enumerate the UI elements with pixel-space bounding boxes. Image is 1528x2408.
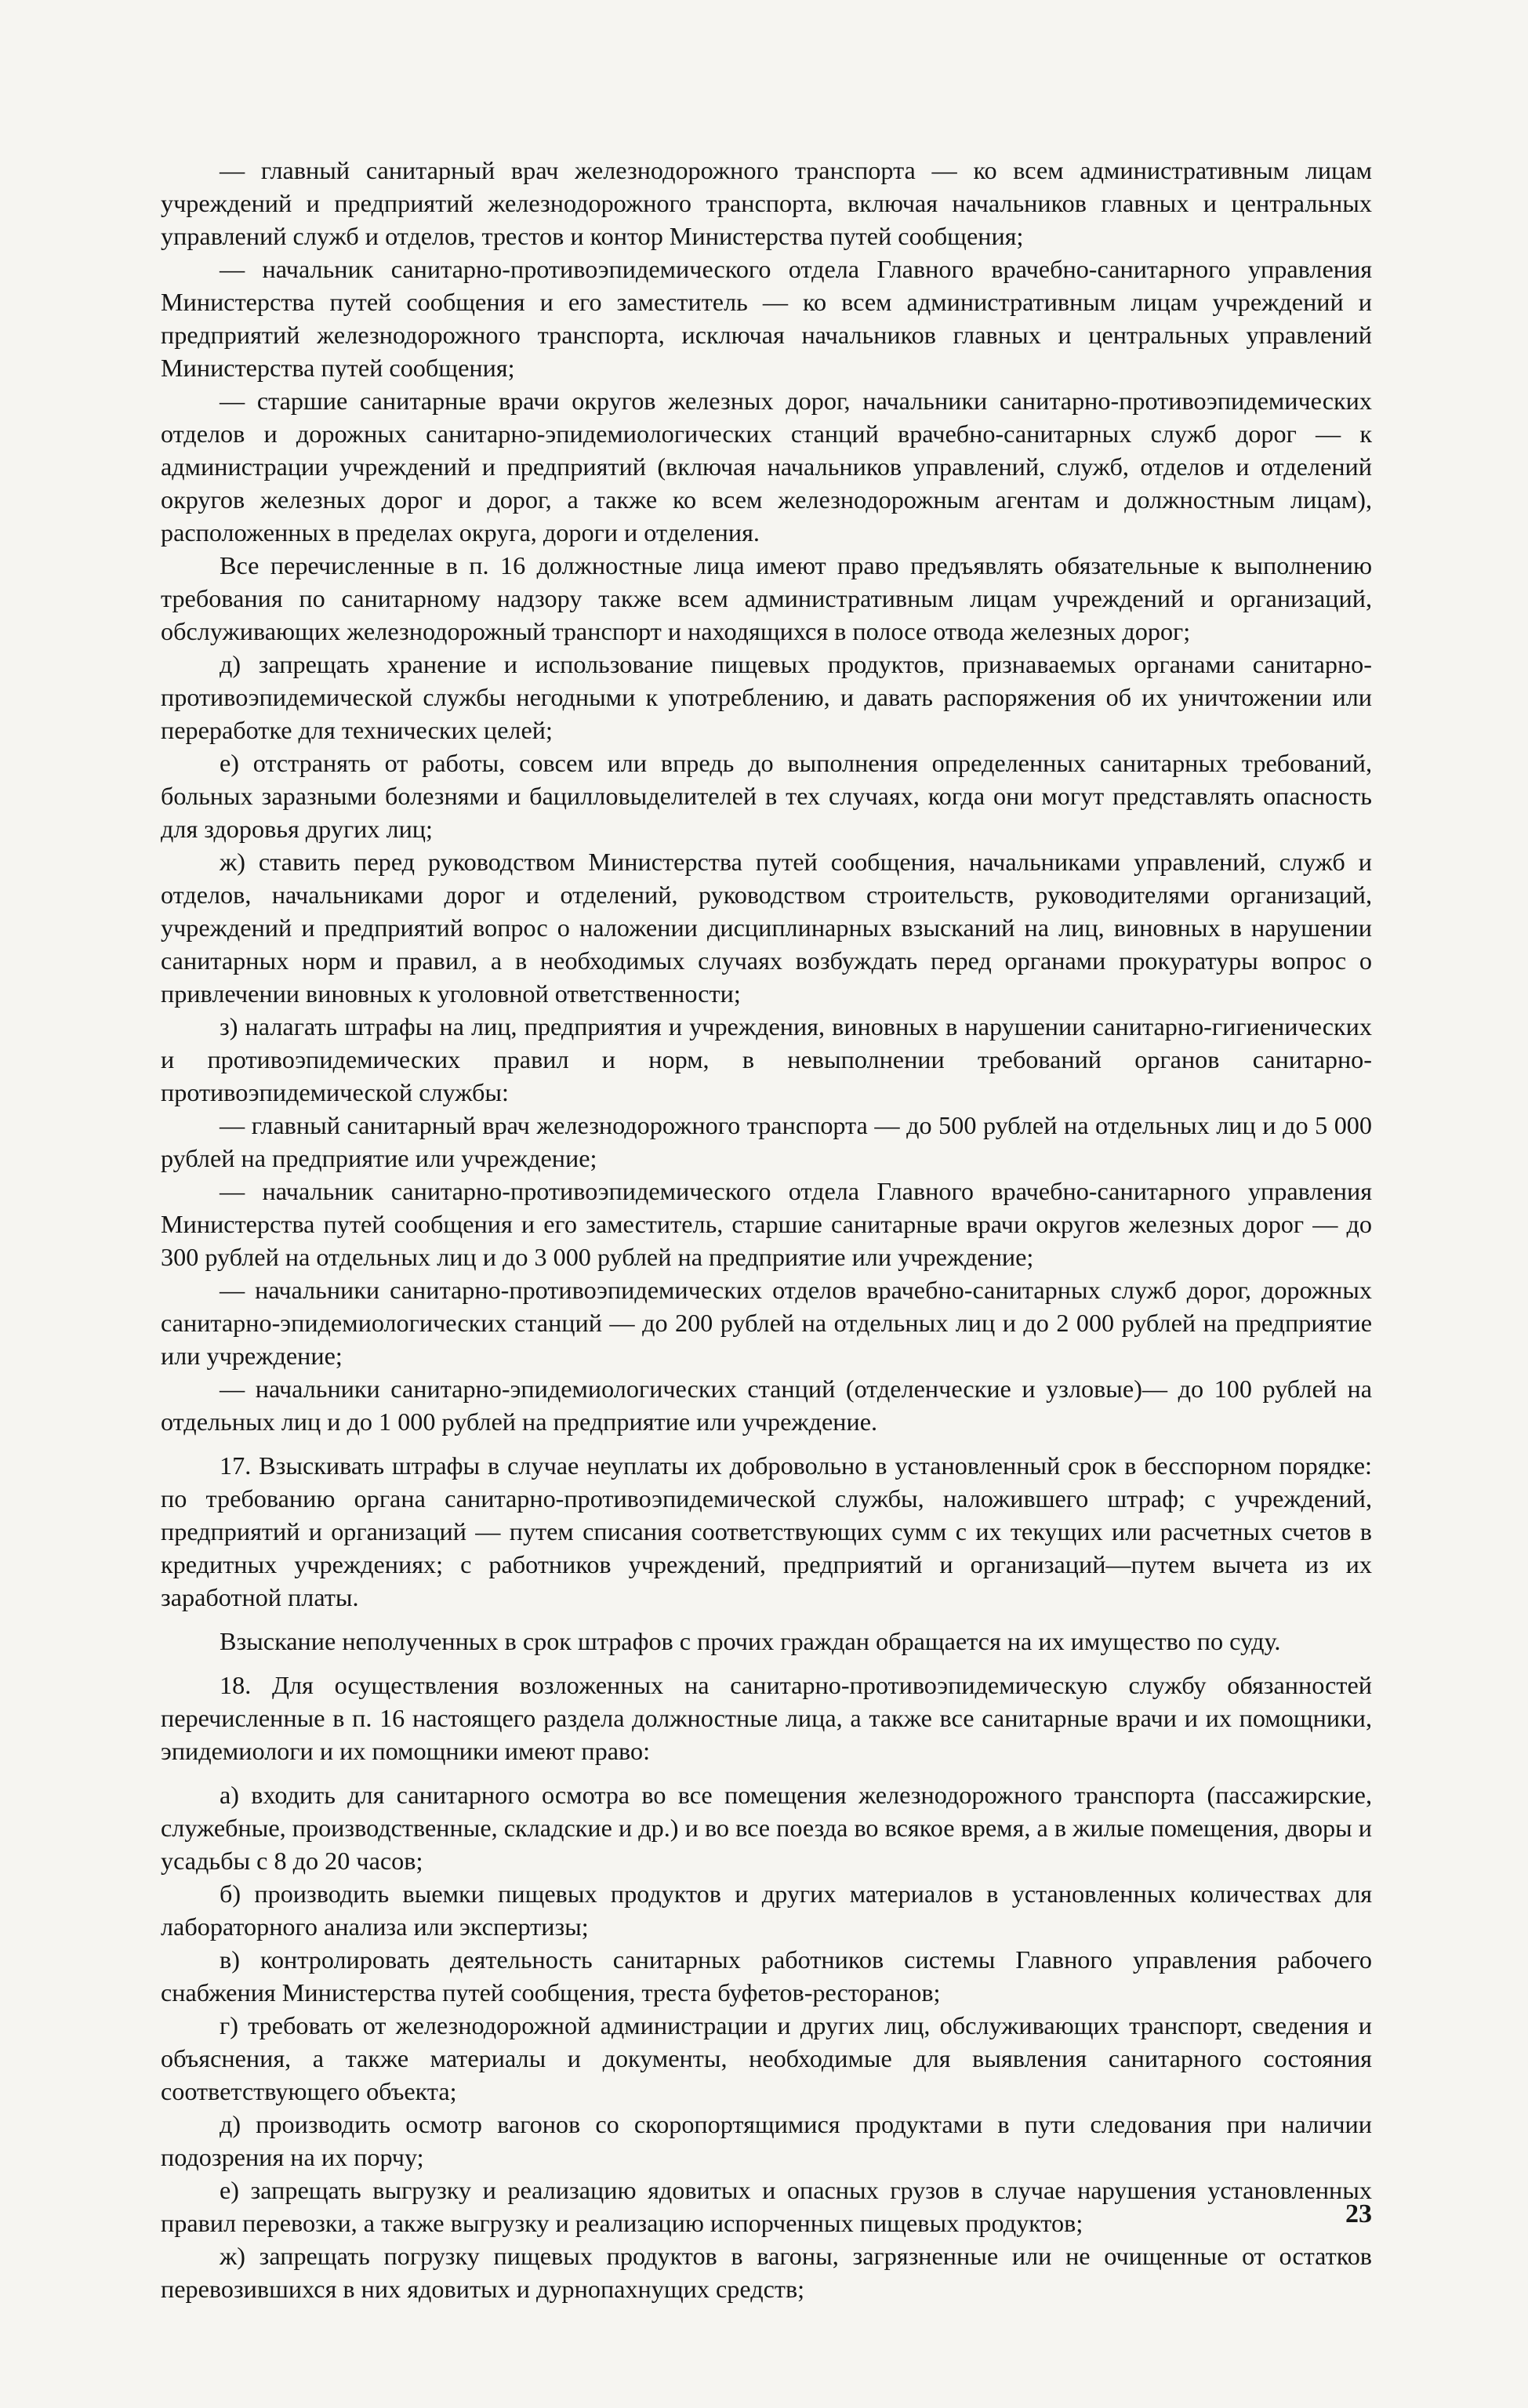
paragraph-item-zh-loading: ж) запрещать погрузку пищевых продуктов в вагоны, загрязненные или не очищенные от остатков перевозившихся в них ядовитых и дурнопахнущих средств; xyxy=(161,2242,1372,2303)
paragraph-item-v-control: в) контролировать деятельность санитарных работников системы Главного управления рабочего снабжения Министерства путей сообщения, треста буфетов-ресторанов; xyxy=(161,1945,1372,2007)
paragraph-fine-chief-doctor: — главный санитарный врач железнодорожного транспорта — до 500 рублей на отдельных лиц и до 5 000 рублей на предприятие или учреждение; xyxy=(161,1111,1372,1172)
paragraph-item-e-removal-from-work: е) отстранять от работы, совсем или впредь до выполнения определенных санитарных требований, больных заразными болезнями и бацилловыделителей в тех случаях, когда они могут представлять опасность для здоровья других лиц; xyxy=(161,749,1372,843)
paragraph-senior-sanitary-doctors: — старшие санитарные врачи округов железных дорог, начальники санитарно-противоэпидемических отделов и дорожных санитарно-эпидемиологических станций врачебно-санитарных служб дорог — к администрации учреждений и предприятий (включая начальников управлений, служб, отделов и отделений округов железных дорог и дорог, а также ко всем железнодорожным агентам и должностным лицам), расположенных в пределах округа, дороги и отделения. xyxy=(161,387,1372,547)
paragraph-collection-by-court: Взыскание неполученных в срок штрафов с прочих граждан обращается на их имущество по суду. xyxy=(220,1627,1281,1655)
paragraph-chief-sanitary-doctor: — главный санитарный врач железнодорожного транспорта — ко всем административным лицам учреждений и предприятий железнодорожного транспорта, включая начальников главных и центральных управлений служб и отделов, трестов и контор Министерства путей сообщения; xyxy=(161,156,1372,250)
document-page xyxy=(161,154,1372,2349)
paragraph-all-officials: Все перечисленные в п. 16 должностные лица имеют право предъявлять обязательные к выполнению требования по санитарному надзору также всем административным лицам учреждений и организаций, обслуживающих железнодорожный транспорт и находящихся в полосе отвода железных дорог; xyxy=(161,551,1372,645)
paragraph-section-18: 18. Для осуществления возложенных на санитарно-противоэпидемическую службу обязанностей перечисленные в п. 16 настоящего раздела должностные лица, а также все санитарные врачи и их помощники, эпидемиологи и их помощники имеют право: xyxy=(161,1671,1372,1765)
paragraph-fine-department-head: — начальник санитарно-противоэпидемического отдела Главного врачебно-санитарного управления Министерства путей сообщения и его заместитель, старшие санитарные врачи округов железных дорог — до 300 рублей на отдельных лиц и до 3 000 рублей на предприятие или учреждение; xyxy=(161,1177,1372,1271)
paragraph-fine-stations: — начальники санитарно-эпидемиологических станций (отделенческие и узловые)— до 100 рублей на отдельных лиц и до 1 000 рублей на предприятие или учреждение. xyxy=(161,1375,1372,1436)
paragraph-fine-road-services: — начальники санитарно-противоэпидемических отделов врачебно-санитарных служб дорог, дорожных санитарно-эпидемиологических станций — до 200 рублей на отдельных лиц и до 2 000 рублей на предприятие или учреждение; xyxy=(161,1276,1372,1370)
paragraph-item-zh-disciplinary: ж) ставить перед руководством Министерства путей сообщения, начальниками управлений, служб и отделов, начальниками дорог и отделений, руководством строительств, руководителями организаций, учреждений и предприятий вопрос о наложении дисциплинарных взысканий на лиц, виновных в нарушении санитарных норм и правил, а в необходимых случаях возбуждать перед органами прокуратуры вопрос о привлечении виновных к уголовной ответственности; xyxy=(161,848,1372,1008)
paragraph-section-17: 17. Взыскивать штрафы в случае неуплаты их добровольно в установленный срок в бесспорном порядке: по требованию органа санитарно-противоэпидемической службы, наложившего штраф; с учреждений, предприятий и организаций — путем списания соответствующих сумм с их текущих или расчетных счетов в кредитных учреждениях; с работников учреждений, предприятий и организаций—путем вычета из их заработной платы. xyxy=(161,1451,1372,1611)
paragraph-item-d-wagons: д) производить осмотр вагонов со скоропортящимися продуктами в пути следования при наличии подозрения на их порчу; xyxy=(161,2110,1372,2171)
page-number: 23 xyxy=(1345,2199,1372,2228)
paragraph-item-a-inspection: а) входить для санитарного осмотра во все помещения железнодорожного транспорта (пассажирские, служебные, производственные, складские и др.) и во все поезда во всякое время, а в жилые помещения, дворы и усадьбы с 8 до 20 часов; xyxy=(161,1781,1372,1875)
paragraph-item-d-food-storage: д) запрещать хранение и использование пищевых продуктов, признаваемых органами санитарно-противоэпидемической службы негодными к употреблению, и давать распоряжения об их уничтожении или переработке для технических целей; xyxy=(161,650,1372,744)
paragraph-item-z-fines: з) налагать штрафы на лиц, предприятия и учреждения, виновных в нарушении санитарно-гигиенических и противоэпидемических правил и норм, в невыполнении требований органов санитарно-противоэпидемической службы: xyxy=(161,1012,1372,1106)
paragraph-item-g-information: г) требовать от железнодорожной администрации и других лиц, обслуживающих транспорт, сведения и объяснения, а также материалы и документы, необходимые для выявления санитарного состояния соответствующего объекта; xyxy=(161,2011,1372,2105)
paragraph-item-b-samples: б) производить выемки пищевых продуктов и других материалов в установленных количествах для лабораторного анализа или экспертизы; xyxy=(161,1880,1372,1941)
paragraph-department-head: — начальник санитарно-противоэпидемического отдела Главного врачебно-санитарного управления Министерства путей сообщения и его заместитель — ко всем административным лицам учреждений и предприятий железнодорожного транспорта, исключая начальников главных и центральных управлений Министерства путей сообщения; xyxy=(161,255,1372,382)
paragraph-item-e-unloading: е) запрещать выгрузку и реализацию ядовитых и опасных грузов в случае нарушения установленных правил перевозки, а также выгрузку и реализацию испорченных пищевых продуктов; xyxy=(161,2176,1372,2237)
